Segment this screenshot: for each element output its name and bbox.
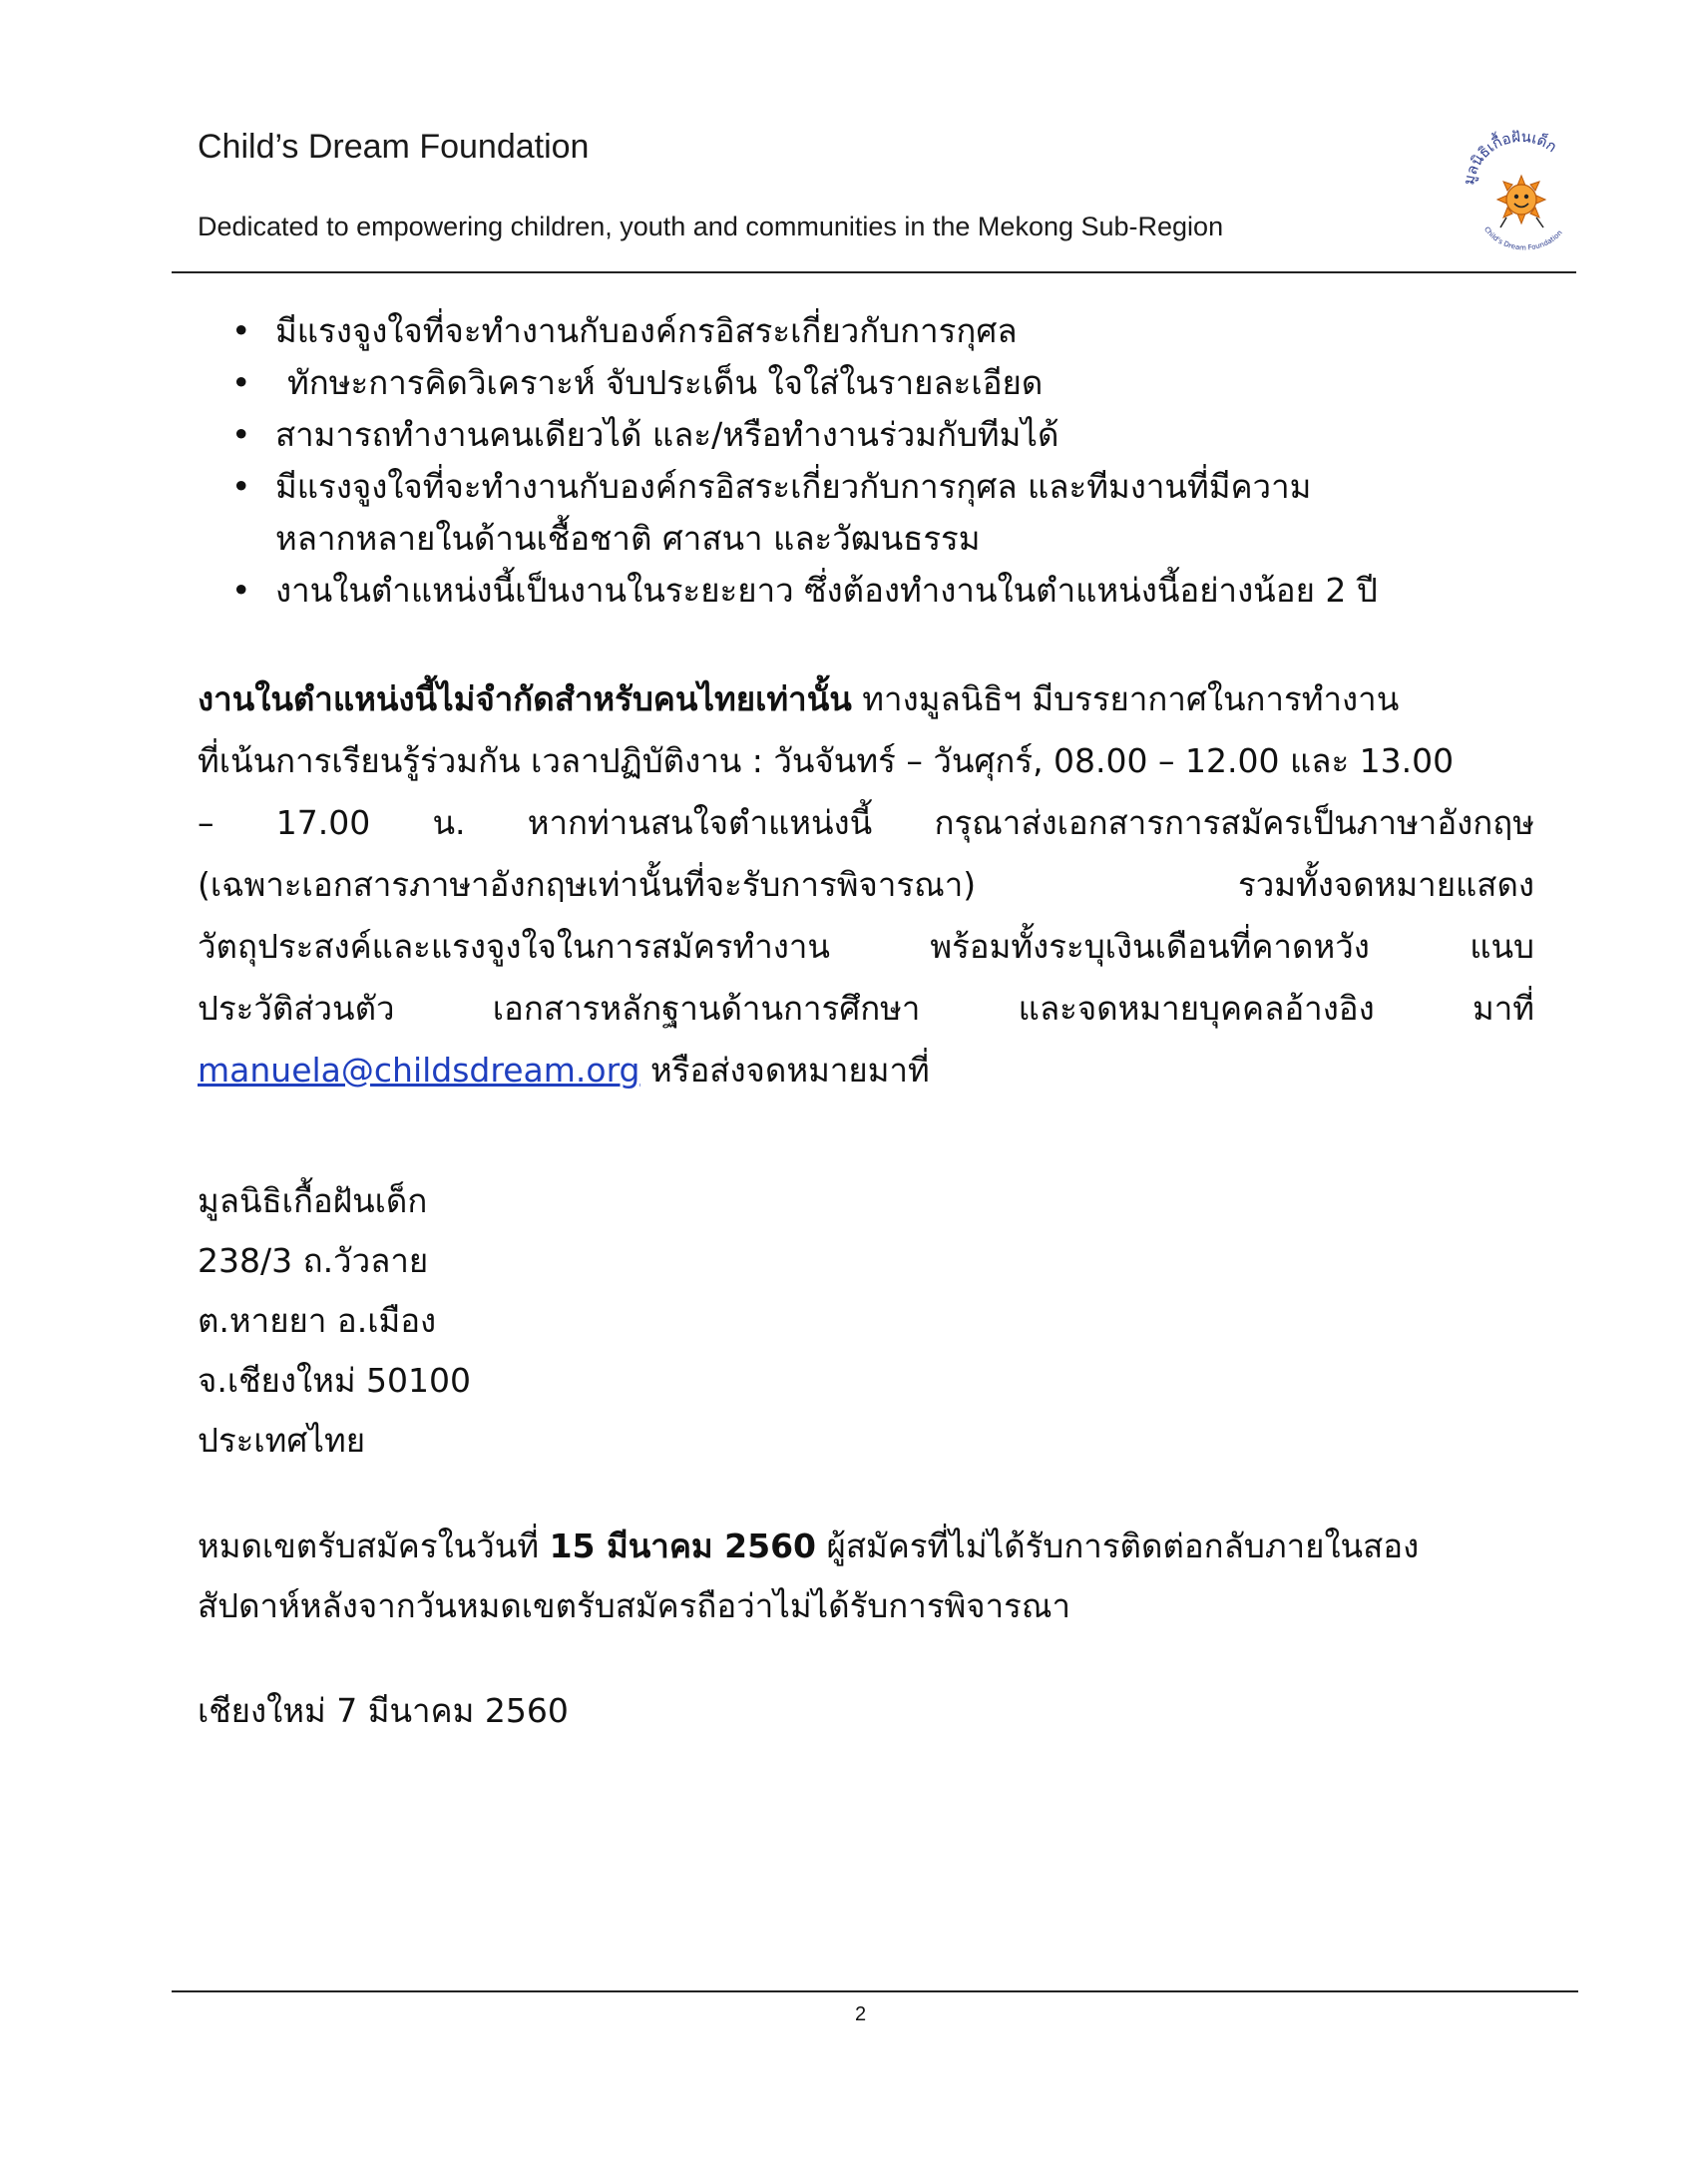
sun-icon xyxy=(1497,176,1545,227)
mailing-address xyxy=(198,1171,471,1471)
deadline-line: หมดเขตรับสมัครในวันที่ 15 มีนาคม 2560 ผู้สมัครที่ไม่ได้รับการติดต่อกลับภายในสอง xyxy=(198,1527,1420,1565)
paragraph-line: งานในตำแหน่งนี้ไม่จำกัดสำหรับคนไทยเท่านั้น ทางมูลนิธิฯ มีบรรยากาศในการทำงาน xyxy=(198,679,1400,718)
paragraph-line: manuela@childsdream.org หรือส่งจดหมายมาที่ xyxy=(198,1051,930,1090)
bullet-icon: • xyxy=(231,571,251,610)
address-line: ประเทศไทย xyxy=(198,1421,366,1460)
organization-tagline: Dedicated to empowering children, youth and communities in the Mekong Sub-Region xyxy=(198,212,1224,241)
organization-name: Child’s Dream Foundation xyxy=(198,128,590,166)
list-item: • สามารถทำงานคนเดียวได้ และ/หรือทำงานร่วมกับทีมได้ xyxy=(198,409,1594,461)
address-line: 238/3 ถ.วัวลาย xyxy=(198,1241,429,1280)
paragraph-line: ที่เน้นการเรียนรู้ร่วมกัน เวลาปฏิบัติงาน : วันจันทร์ – วันศุกร์, 08.00 – 12.00 และ 13.00 xyxy=(198,741,1455,780)
bullet-icon: • xyxy=(231,467,251,506)
list-item: • งานในตำแหน่งนี้เป็นงานในระยะยาว ซึ่งต้องทำงานในตำแหน่งนี้อย่างน้อย 2 ปี xyxy=(198,565,1594,617)
deadline-date: 15 มีนาคม 2560 xyxy=(549,1527,816,1565)
footer-divider xyxy=(172,1990,1578,1992)
address-line: มูลนิธิเกื้อฝันเด็ก xyxy=(198,1181,428,1220)
eligibility-statement: งานในตำแหน่งนี้ไม่จำกัดสำหรับคนไทยเท่านั้น xyxy=(198,679,852,718)
paragraph-line: ประวัติส่วนตัว เอกสารหลักฐานด้านการศึกษา และจดหมายบุคคลอ้างอิง มาที่ xyxy=(198,989,1534,1028)
paragraph-line: (เฉพาะเอกสารภาษาอังกฤษเท่านั้นที่จะรับการพิจารณา) รวมทั้งจดหมายแสดง xyxy=(198,865,1534,904)
bullet-icon: • xyxy=(231,311,251,350)
deadline-line: สัปดาห์หลังจากวันหมดเขตรับสมัครถือว่าไม่ได้รับการพิจารณา xyxy=(198,1586,1071,1625)
paragraph-line: – 17.00 น. หากท่านสนใจตำแหน่งนี้ กรุณาส่งเอกสารการสมัครเป็นภาษาอังกฤษ xyxy=(198,803,1534,842)
logo-thai-text: มูลนิธิเกื้อฝันเด็ก xyxy=(1460,128,1560,187)
bullet-icon: • xyxy=(231,363,251,402)
logo-english-text: Child's Dream Foundation xyxy=(1482,224,1564,252)
list-item-continuation: หลากหลายในด้านเชื้อชาติ ศาสนา และวัฒนธรรม xyxy=(275,519,981,558)
list-item: • มีแรงจูงใจที่จะทำงานกับองค์กรอิสระเกี่ยวกับการกุศล และทีมงานที่มีความ xyxy=(198,461,1594,513)
list-item: • ทักษะการคิดวิเคราะห์ จับประเด็น ใจใส่ในรายละเอียด xyxy=(198,357,1594,409)
application-deadline xyxy=(198,1517,1419,1636)
application-instructions xyxy=(198,668,1534,1101)
qualifications-list xyxy=(198,305,1594,617)
bullet-icon: • xyxy=(231,415,251,454)
address-line: จ.เชียงใหม่ 50100 xyxy=(198,1361,472,1400)
childs-dream-logo xyxy=(1452,128,1591,252)
page-number: 2 xyxy=(855,2003,867,2025)
document-dateline: เชียงใหม่ 7 มีนาคม 2560 xyxy=(198,1691,569,1730)
paragraph-line: วัตถุประสงค์และแรงจูงใจในการสมัครทำงาน พร้อมทั้งระบุเงินเดือนที่คาดหวัง แนบ xyxy=(198,927,1534,966)
list-item: • มีแรงจูงใจที่จะทำงานกับองค์กรอิสระเกี่ยวกับการกุศล xyxy=(198,305,1594,357)
email-link[interactable]: manuela@childsdream.org xyxy=(198,1051,640,1090)
address-line: ต.หายยา อ.เมือง xyxy=(198,1301,437,1340)
header-divider xyxy=(172,271,1576,273)
